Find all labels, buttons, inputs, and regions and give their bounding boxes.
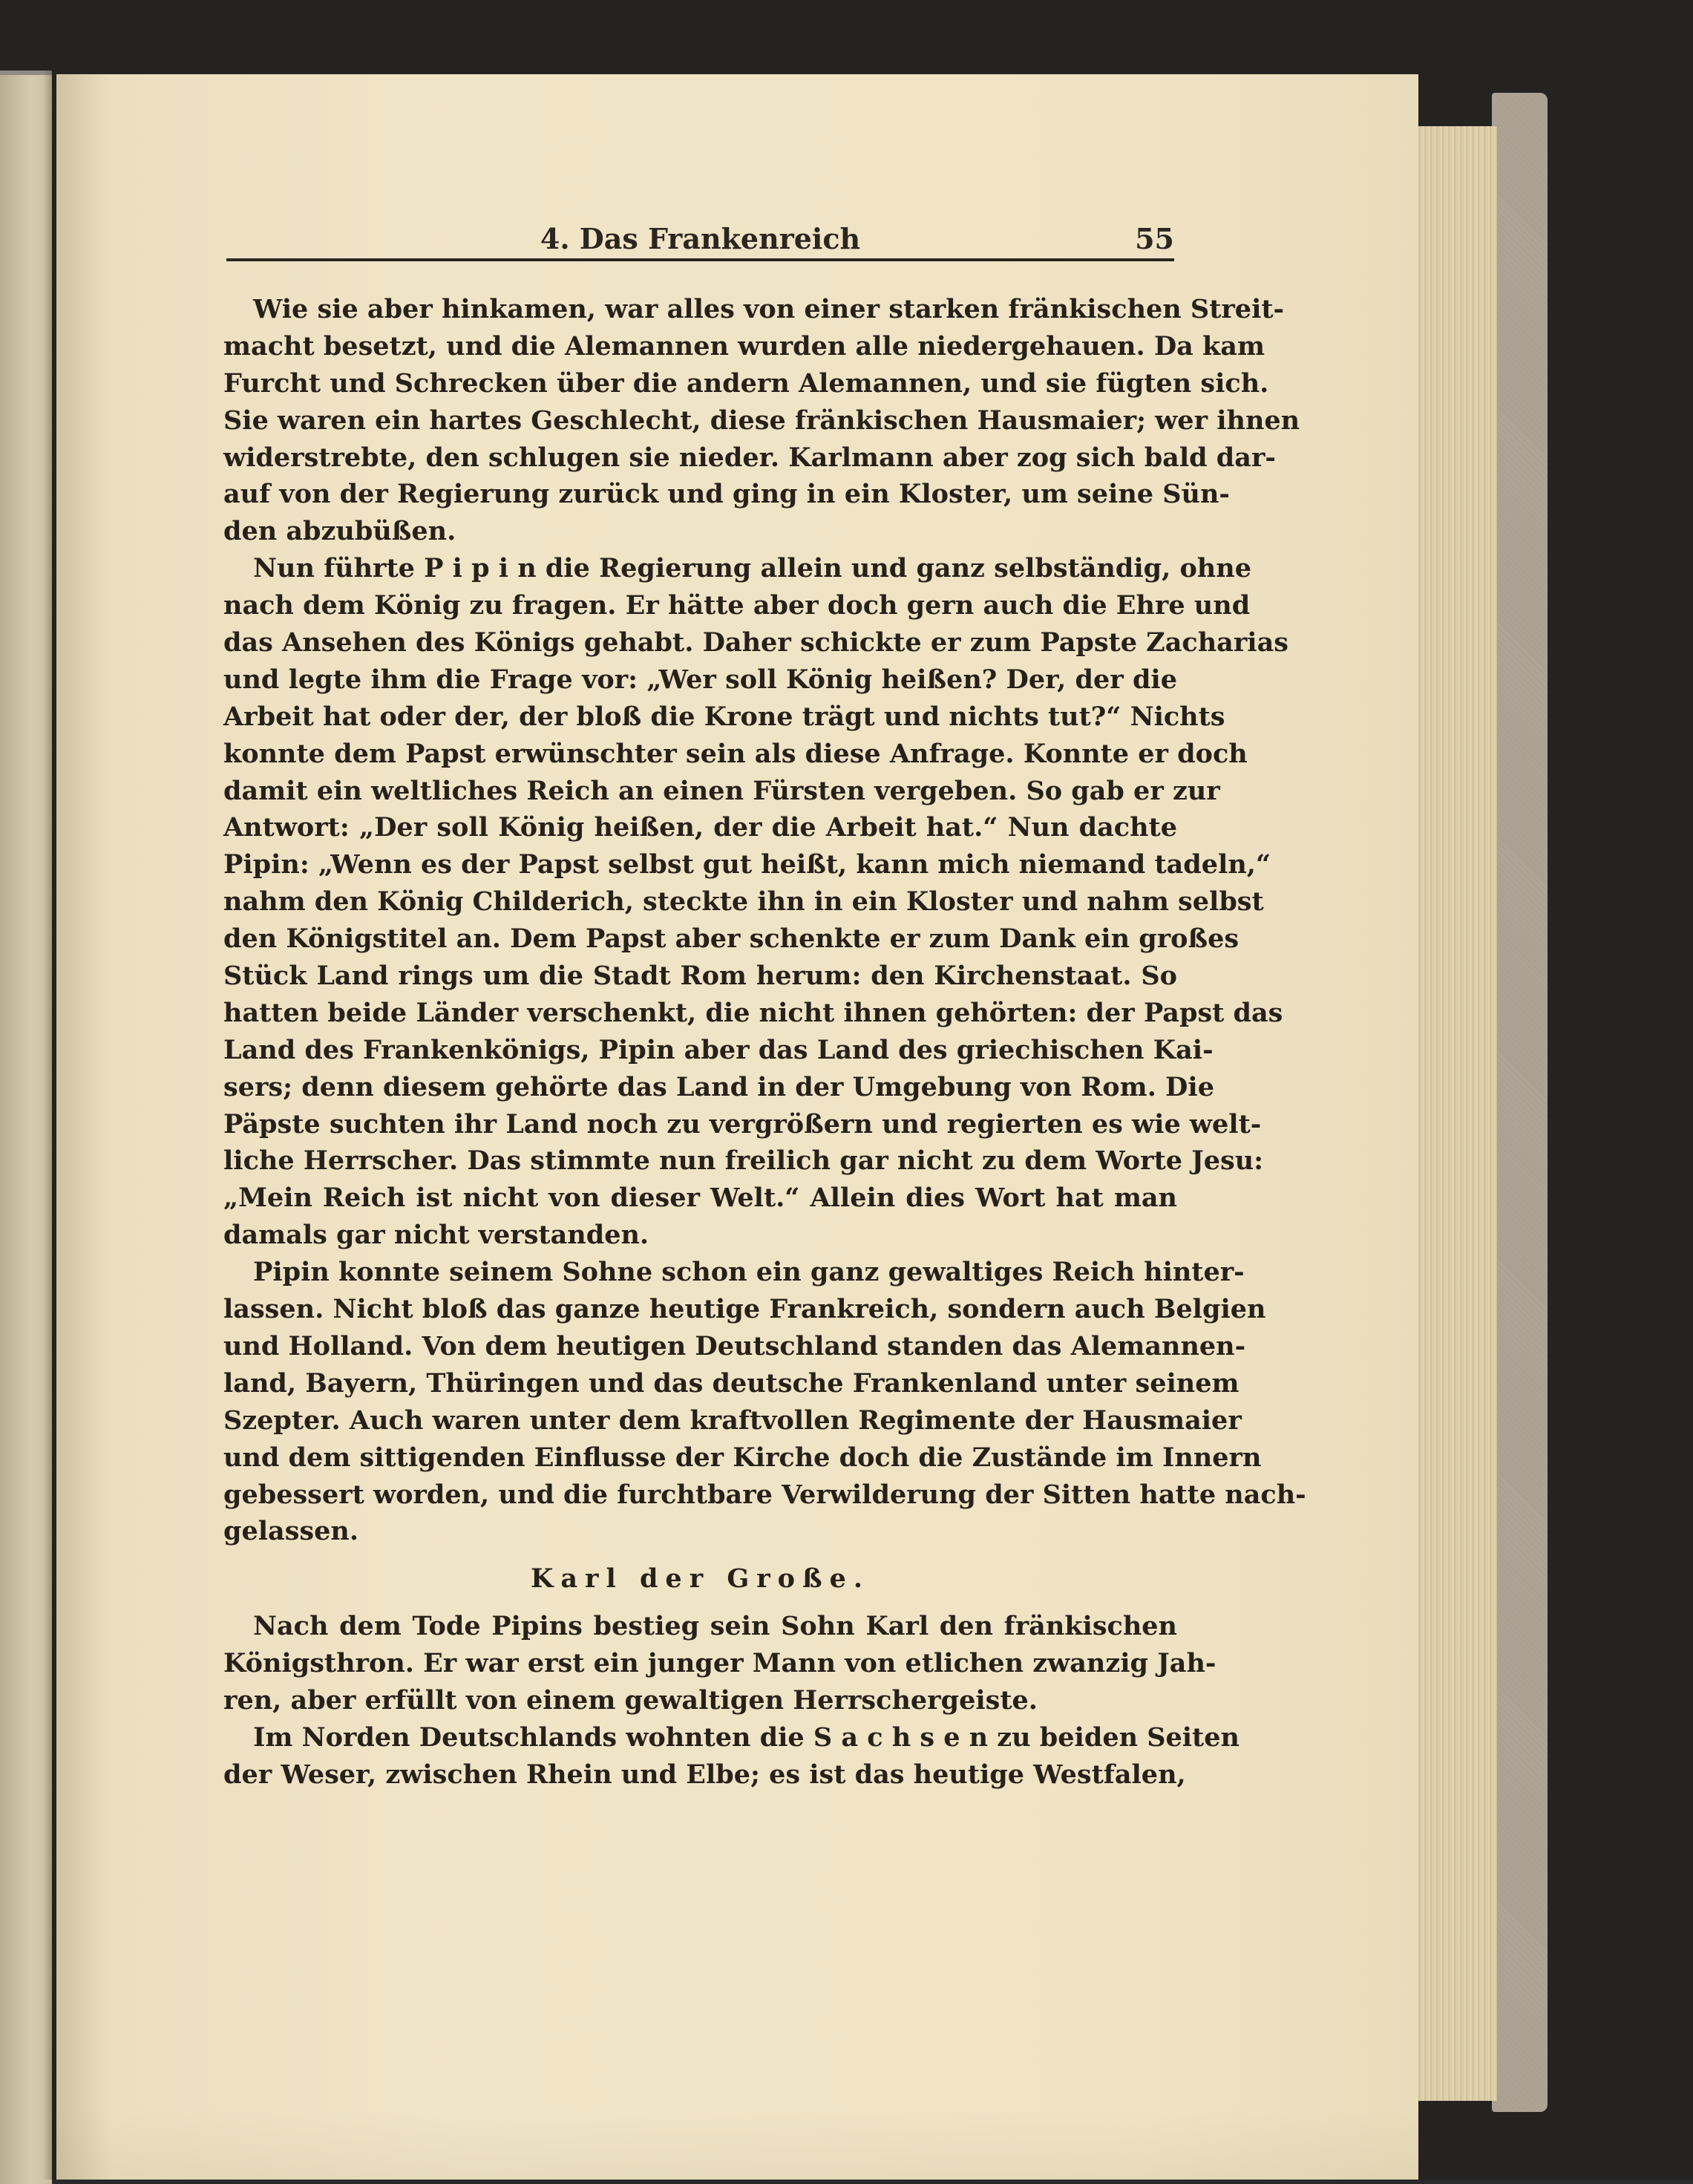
text-line: „Mein Reich ist nicht von dieser Welt.“ Allein dies Wort hat man: [223, 1183, 1177, 1214]
running-header: [226, 221, 1174, 261]
text-line: gelassen.: [223, 1516, 359, 1547]
text-line: Arbeit hat oder der, der bloß die Krone trägt und nichts tut?“ Nichts: [223, 701, 1225, 732]
text-line: macht besetzt, und die Alemannen wurden alle niedergehauen. Da kam: [223, 330, 1265, 362]
text-line: und Holland. Von dem heutigen Deutschland standen das Alemannen-: [223, 1330, 1246, 1361]
text-line: Nach dem Tode Pipins bestieg sein Sohn Karl den fränkischen: [253, 1611, 1177, 1642]
text-line: hatten beide Länder verschenkt, die nicht ihnen gehörten: der Papst das: [223, 997, 1283, 1028]
text-line: Stück Land rings um die Stadt Rom herum: den Kirchenstaat. So: [223, 961, 1177, 992]
text-line: auf von der Regierung zurück und ging in ein Kloster, um seine Sün-: [223, 479, 1230, 510]
text-line: liche Herrscher. Das stimmte nun freilich gar nicht zu dem Worte Jesu:: [223, 1145, 1264, 1177]
text-line: Pipin: „Wenn es der Papst selbst gut heißt, kann mich niemand tadeln,“: [223, 849, 1271, 880]
text-line: ren, aber erfüllt von einem gewaltigen Herrschergeiste.: [223, 1685, 1038, 1716]
text-line: damit ein weltliches Reich an einen Fürsten vergeben. So gab er zur: [223, 775, 1220, 806]
paragraph: [223, 1608, 1216, 1719]
text-line: lassen. Nicht bloß das ganze heutige Frankreich, sondern auch Belgien: [223, 1294, 1266, 1325]
text-line: gebessert worden, und die furchtbare Verwilderung der Sitten hatte nach-: [223, 1479, 1306, 1510]
text-line: nahm den König Childerich, steckte ihn in ein Kloster und nahm selbst: [223, 886, 1264, 918]
text-line: den Königstitel an. Dem Papst aber schenkte er zum Dank ein großes: [223, 923, 1240, 955]
text-line: den abzubüßen.: [223, 516, 456, 547]
text-line: Wie sie aber hinkamen, war alles von einer starken fränkischen Streit-: [253, 294, 1285, 324]
text-section-2: [223, 1608, 1240, 1793]
text-line: Szepter. Auch waren unter dem kraftvollen Regimente der Hausmaier: [223, 1405, 1242, 1436]
text-line: sers; denn diesem gehörte das Land in der Umgebung von Rom. Die: [223, 1071, 1214, 1102]
section-heading: Karl der Große.: [530, 1563, 871, 1595]
text-line: Königsthron. Er war erst ein junger Mann von etlichen zwanzig Jah-: [223, 1648, 1216, 1679]
text-line: und dem sittigenden Einflusse der Kirche doch die Zustände im Innern: [223, 1442, 1262, 1473]
text-line: der Weser, zwischen Rhein und Elbe; es ist das heutige Westfalen,: [223, 1759, 1186, 1790]
text-line: Antwort: „Der soll König heißen, der die Arbeit hat.“ Nun dachte: [223, 812, 1177, 843]
paragraph: [223, 550, 1288, 1254]
text-line: Im Norden Deutschlands wohnten die S a c h s e n zu beiden Seiten: [253, 1722, 1240, 1753]
text-line: und legte ihm die Frage vor: „Wer soll König heißen? Der, der die: [223, 664, 1177, 695]
text-line: land, Bayern, Thüringen und das deutsche Frankenland unter seinem: [223, 1367, 1240, 1399]
text-line: widerstrebte, den schlugen sie nieder. Karlmann aber zog sich bald dar-: [223, 442, 1276, 473]
text-line: Pipin konnte seinem Sohne schon ein ganz gewaltiges Reich hinter-: [253, 1257, 1245, 1288]
text-line: Päpste suchten ihr Land noch zu vergrößern und regierten es wie welt-: [223, 1108, 1262, 1140]
text-line: das Ansehen des Königs gehabt. Daher schickte er zum Papste Zacharias: [223, 627, 1288, 658]
page-number: 55: [1135, 222, 1174, 255]
text-line: Nun führte P i p i n die Regierung allein und ganz selbständig, ohne: [253, 553, 1251, 584]
text-line: Sie waren ein hartes Geschlecht, diese fränkischen Hausmaier; wer ihnen: [223, 405, 1300, 436]
text-line: konnte dem Papst erwünschter sein als diese Anfrage. Konnte er doch: [223, 738, 1248, 769]
text-line: Furcht und Schrecken über die andern Alemannen, und sie fügten sich.: [223, 367, 1269, 399]
paragraph: [223, 1719, 1240, 1794]
page-stack-edges: [1414, 126, 1497, 2101]
paragraph: [223, 1254, 1306, 1550]
text-line: nach dem König zu fragen. Er hätte aber doch gern auch die Ehre und: [223, 590, 1251, 621]
text-section-1: [223, 291, 1306, 1550]
paragraph: [223, 291, 1300, 550]
text-line: damals gar nicht verstanden.: [223, 1220, 649, 1251]
text-line: Land des Frankenkönigs, Pipin aber das Land des griechischen Kai-: [223, 1034, 1214, 1065]
page-bottom-shade: [56, 2108, 1418, 2180]
body-text: [223, 291, 1306, 1794]
book-cover-edge: [1492, 93, 1548, 2112]
chapter-title: 4. Das Frankenreich: [540, 222, 861, 255]
